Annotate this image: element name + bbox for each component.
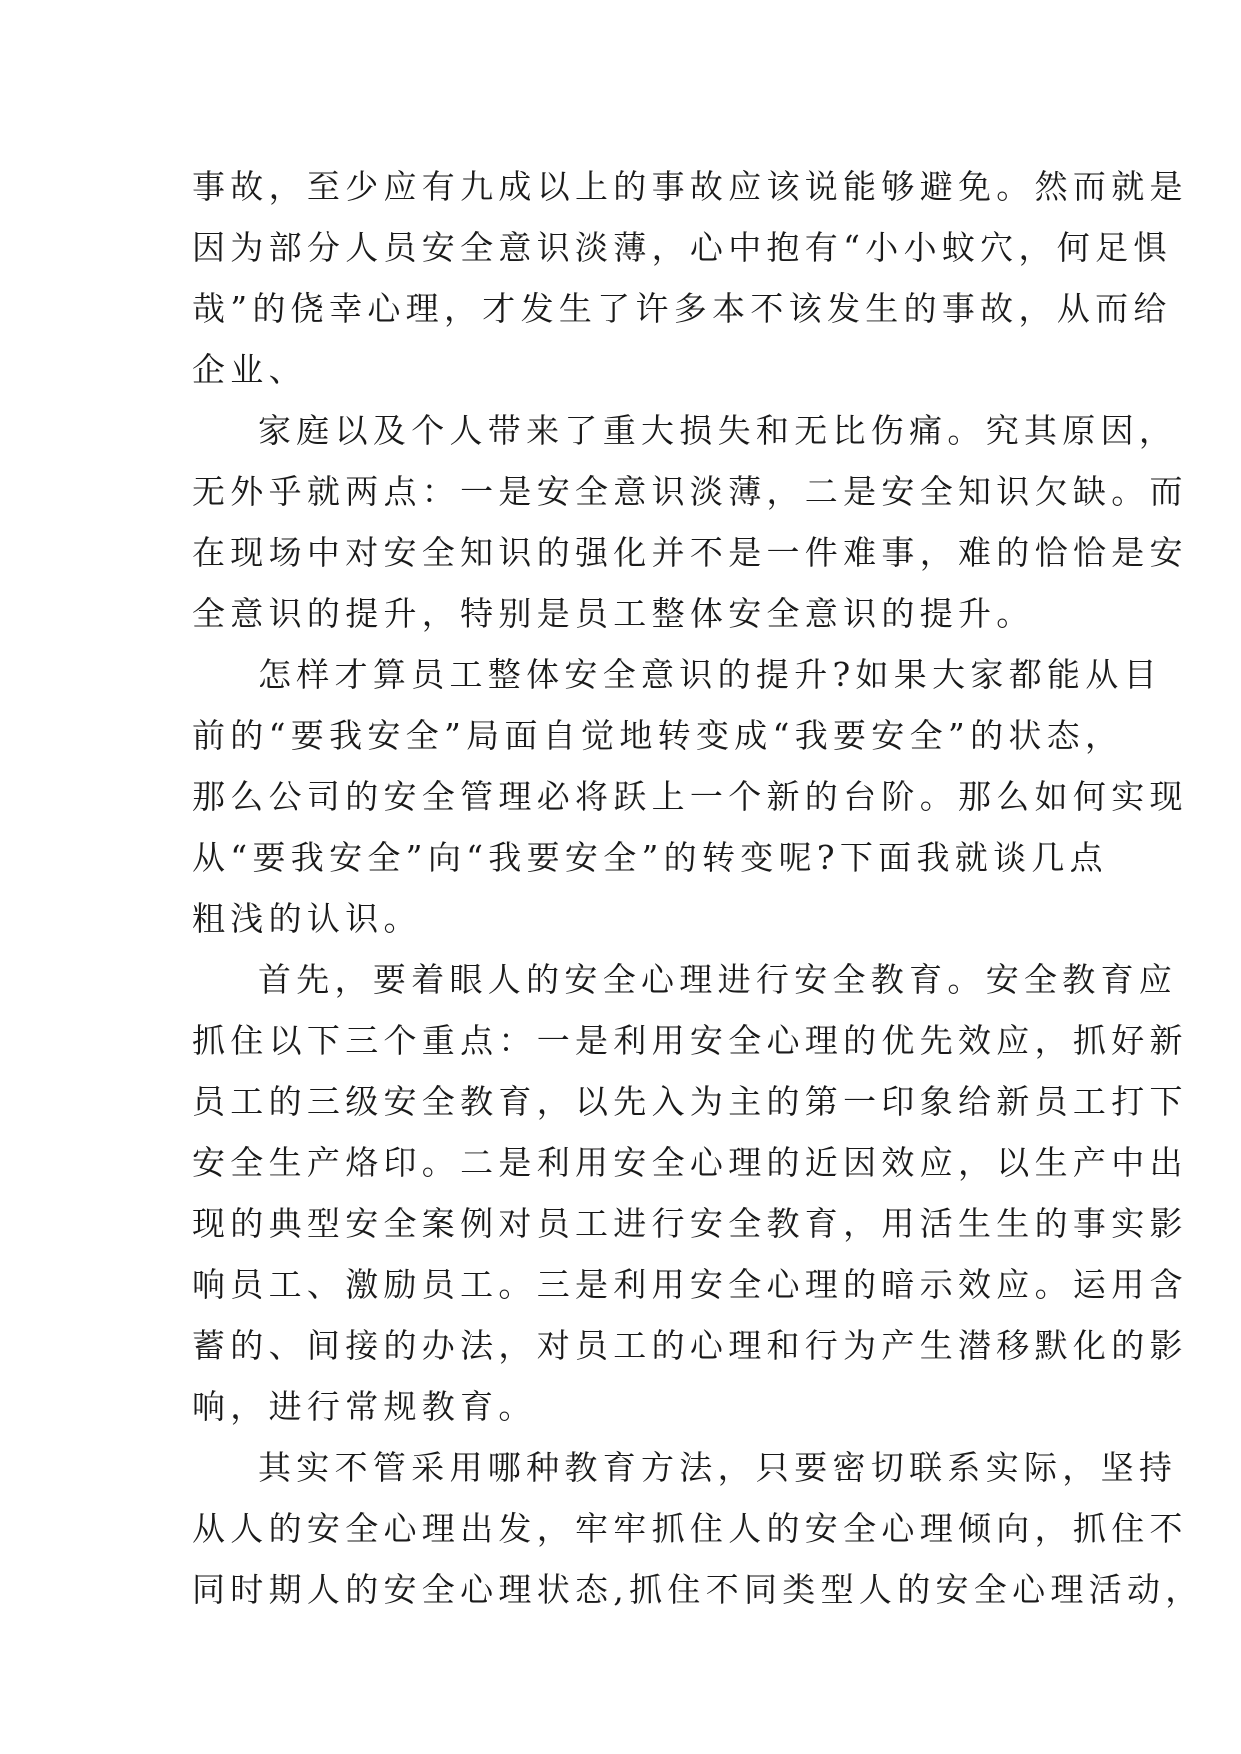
body-text: [192, 156, 1204, 1620]
text-line: 在现场中对安全知识的强化并不是一件难事，难的恰恰是安: [192, 533, 1188, 572]
paragraph-first-line: 家庭以及个人带来了重大损失和无比伤痛。究其原因，: [258, 411, 1178, 450]
text-line: 从人的安全心理出发，牢牢抓住人的安全心理倾向，抓住不: [192, 1509, 1188, 1548]
paragraph-first-line: 其实不管采用哪种教育方法，只要密切联系实际，坚持: [258, 1448, 1178, 1487]
text-line: 同时期人的安全心理状态,抓住不同类型人的安全心理活动，: [192, 1570, 1204, 1609]
paragraph-first-line: 首先，要着眼人的安全心理进行安全教育。安全教育应: [258, 960, 1178, 999]
text-line: 蓄的、间接的办法，对员工的心理和行为产生潜移默化的影: [192, 1326, 1188, 1365]
text-line: 安全生产烙印。二是利用安全心理的近因效应，以生产中出: [192, 1143, 1188, 1182]
text-line: 从“要我安全”向“我要安全”的转变呢?下面我就谈几点: [192, 838, 1108, 877]
text-line: 响员工、激励员工。三是利用安全心理的暗示效应。运用含: [192, 1265, 1188, 1304]
text-line: 前的“要我安全”局面自觉地转变成“我要安全”的状态，: [192, 716, 1124, 755]
text-line: 响，进行常规教育。: [192, 1387, 537, 1426]
text-line: 现的典型安全案例对员工进行安全教育，用活生生的事实影: [192, 1204, 1188, 1243]
text-line: 哉”的侥幸心理，才发生了许多本不该发生的事故，从而给: [192, 289, 1172, 328]
text-line: 抓住以下三个重点：一是利用安全心理的优先效应，抓好新: [192, 1021, 1188, 1060]
text-line: 员工的三级安全教育，以先入为主的第一印象给新员工打下: [192, 1082, 1188, 1121]
text-line: 粗浅的认识。: [192, 899, 422, 938]
paragraph-first-line: 怎样才算员工整体安全意识的提升?如果大家都能从目: [258, 655, 1162, 694]
text-line: 事故，至少应有九成以上的事故应该说能够避免。然而就是: [192, 167, 1188, 206]
text-line: 因为部分人员安全意识淡薄，心中抱有“小小蚊穴，何足惧: [192, 228, 1172, 267]
text-line: 那么公司的安全管理必将跃上一个新的台阶。那么如何实现: [192, 777, 1188, 816]
text-line: 全意识的提升，特别是员工整体安全意识的提升。: [192, 594, 1035, 633]
text-line: 无外乎就两点：一是安全意识淡薄，二是安全知识欠缺。而: [192, 472, 1188, 511]
text-line: 企业、: [192, 350, 307, 389]
